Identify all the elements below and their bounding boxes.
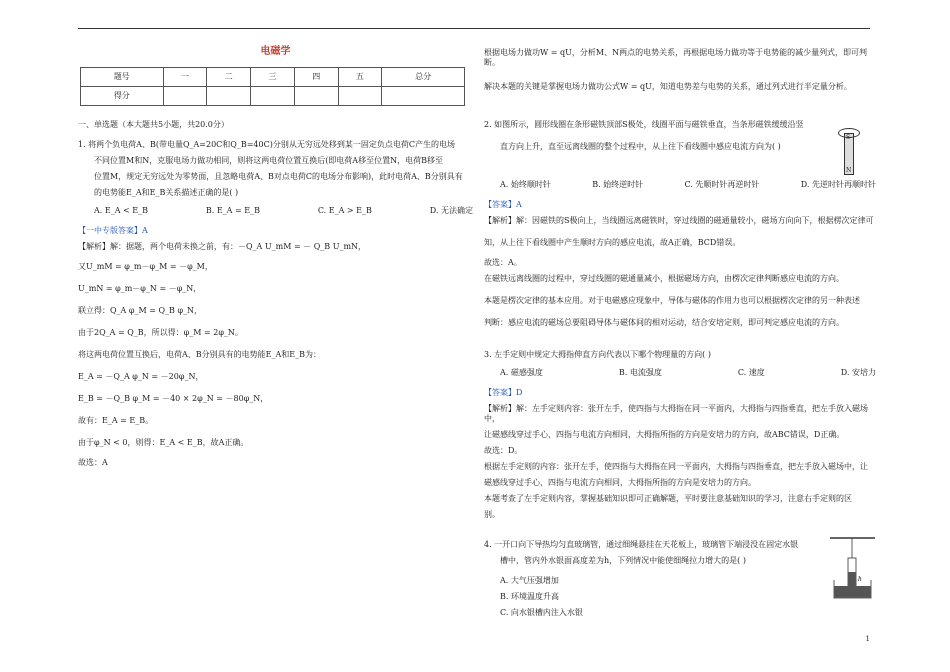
q1-step-3: 联立得：Q_A φ_M = Q_B φ_N， <box>78 305 203 315</box>
q3-explain-6: 本题考查了左手定则内容，掌握基础知识即可正确解题，平时要注意基础知识的学习，注意右手定则的区 <box>484 494 852 503</box>
q1-option-b: B. E_A = E_B <box>205 205 260 215</box>
q3-option-c: C. 速度 <box>737 368 765 377</box>
mercury-tube-figure <box>830 536 875 600</box>
score-header-cell: 一 <box>163 67 207 86</box>
q1-option-c: C. E_A > E_B <box>317 205 372 215</box>
q1-key-note: 解决本题的关键是掌握电场力做功公式W = qU，知道电势差与电势的关系，通过列式进行半定量分析。 <box>484 82 852 91</box>
q1-answer: 【一中专版答案】A <box>78 225 148 235</box>
score-cell <box>382 86 465 105</box>
left-column <box>78 36 473 474</box>
score-header-cell: 题号 <box>81 67 164 86</box>
section-heading: 一、单选题（本大题共5小题，共20.0分） <box>78 119 229 129</box>
score-header-cell: 三 <box>251 67 295 86</box>
score-table-score-row <box>81 86 465 105</box>
top-rule <box>78 28 870 29</box>
q2-option-b: B. 始终逆时针 <box>592 180 644 189</box>
q1-step-9: 由于φ_N < 0，则得：E_A < E_B，故A正确。 <box>78 437 249 447</box>
q3-line: 3. 左手定则中规定大拇指伸直方向代表以下哪个物理量的方向( ) <box>484 350 711 359</box>
q3-explain-7: 别。 <box>484 510 500 519</box>
q4-option-a: A. 大气压强增加 <box>500 576 559 585</box>
score-row-label: 得分 <box>81 86 164 105</box>
score-cell <box>338 86 382 105</box>
q2-line-2: 直方向上升，直至远离线圈的整个过程中，从上往下看线圈中感应电流方向为( ) <box>500 142 781 151</box>
trough-mercury <box>835 586 871 598</box>
height-h-label: h <box>858 576 862 583</box>
q4-option-b: B. 环境温度升高 <box>500 592 559 601</box>
page-number: 1 <box>865 635 870 644</box>
q2-explain-5: 本题是楞次定律的基本应用。对于电磁感应现象中，导体与磁体的作用力也可以根据楞次定律的另一种表述 <box>484 296 860 305</box>
q1-analysis: 【解析】解：据题，两个电荷未换之前，有：－Q_A U_mM = － Q_B U_mN， <box>78 241 367 251</box>
q1-choice: 故选：A <box>78 457 108 467</box>
q3-option-b: B. 电流强度 <box>618 368 662 377</box>
q1-line-2: 不同位置M和N，克服电场力做功相同，则将这两电荷位置互换后(即电荷A移至位置N，电荷B移至 <box>94 155 443 165</box>
score-table <box>80 67 465 106</box>
q1-step-1: 又U_mM = φ_m－φ_M = －φ_M， <box>78 261 213 271</box>
q1-option-a: A. E_A < E_B <box>94 205 148 215</box>
q1-line-3: 位置M，规定无穷远处为零势面，且忽略电荷A、B对点电荷C的电场分布影响)，此时电荷A、B分别具有 <box>94 171 463 181</box>
magnet-n-label: N <box>846 166 852 174</box>
q1-step-6: E_A = －Q_A φ_N = －20φ_N， <box>78 371 204 381</box>
q2-options <box>484 180 876 190</box>
q2-line-1: 2. 如图所示，圆形线圈在条形磁铁顶部S极处，线圈平面与磁铁垂直，当条形磁铁缓缓沿竖 <box>484 120 804 129</box>
q2-option-a: A. 始终顺时针 <box>500 180 551 189</box>
score-cell <box>294 86 338 105</box>
q3-option-d: D. 安培力 <box>840 368 876 377</box>
q1-options <box>78 206 473 216</box>
q2-explain-1: 【解析】解：因磁铁的S极向上，当线圈远离磁铁时，穿过线圈的磁通量较小，磁场方向向下，根据楞次定律可 <box>484 216 874 225</box>
score-header-cell: 二 <box>207 67 251 86</box>
score-cell <box>207 86 251 105</box>
q2-answer: 【答案】A <box>484 200 522 209</box>
q1-method-note: 根据电场力做功W = qU，分析M、N两点的电势关系，再根据电场力做功等于电势能的减少量列式，即可判断。 <box>484 48 868 67</box>
magnet-s-label: S <box>846 134 851 141</box>
q2-explain-6: 判断：感应电流的磁场总要阻碍导体与磁体间的相对运动，结合安培定则，即可判定感应电流的方向。 <box>484 318 844 327</box>
q3-explain-5: 磁感线穿过手心，四指与电流方向相同，大拇指所指的方向是安培力的方向。 <box>484 478 756 487</box>
q3-explain-1: 【解析】解：左手定则内容：张开左手，使四指与大拇指在同一平面内，大拇指与四指垂直，把左手放入磁场中， <box>484 404 868 423</box>
coil-ring-figure <box>838 128 860 138</box>
q1-step-5: 将这两电荷位置互换后，电荷A、B分别具有的电势能E_A和E_B为： <box>78 349 321 359</box>
q3-explain-4: 根据左手定则的内容：张开左手，使四指与大拇指在同一平面内，大拇指与四指垂直，把左手放入磁场中，让 <box>484 462 868 471</box>
q1-step-2: U_mN = φ_m－φ_N = －φ_N， <box>78 283 202 293</box>
score-cell <box>163 86 207 105</box>
doc-title: 电磁学 <box>260 46 291 57</box>
q3-option-a: A. 磁感强度 <box>500 368 543 377</box>
q2-explain-2: 知，从上往下看线圈中产生顺时方向的感应电流，故A正确，BCD错误。 <box>484 238 741 247</box>
q3-options <box>484 368 876 378</box>
q4-line-2: 槽中，管内外水银面高度差为h，下列情况中能使细绳拉力增大的是( ) <box>500 556 746 565</box>
q3-explain-3: 故选：D。 <box>484 446 523 455</box>
q1-option-d: D. 无法确定 <box>429 205 473 215</box>
q1-line-4: 的电势能E_A和E_B关系描述正确的是( ) <box>94 187 239 197</box>
q4-line-1: 4. 一开口向下导热均匀直玻璃管，通过细绳悬挂在天花板上，玻璃管下端浸没在固定水银 <box>484 540 799 549</box>
q2-option-c: C. 先顺时针再逆时针 <box>684 180 760 189</box>
score-header-cell: 总分 <box>382 67 465 86</box>
q1-line-1: 1. 将两个负电荷A、B(带电量Q_A=20C和Q_B=40C)分别从无穷远处移到某一固定负点电荷C产生的电场 <box>78 139 455 149</box>
q2-explain-3: 故选：A。 <box>484 258 522 267</box>
q4-option-c: C. 向水银槽内注入水银 <box>500 608 583 617</box>
q2-explain-4: 在磁铁远离线圈的过程中，穿过线圈的磁通量减小，根据磁场方向，由楞次定律判断感应电流的方向。 <box>484 274 844 283</box>
score-table-header-row <box>81 67 465 86</box>
q3-answer: 【答案】D <box>484 388 523 397</box>
q1-step-8: 故有：E_A = E_B。 <box>78 415 154 425</box>
score-cell <box>251 86 295 105</box>
q2-option-d: D. 先逆时针再顺时针 <box>800 180 876 189</box>
q1-step-7: E_B = －Q_B φ_M = －40 × 2φ_N = －80φ_N， <box>78 393 269 403</box>
score-header-cell: 五 <box>338 67 382 86</box>
bar-magnet-figure <box>844 133 854 175</box>
score-header-cell: 四 <box>294 67 338 86</box>
q1-step-4: 由于2Q_A = Q_B，所以得：φ_M = 2φ_N。 <box>78 327 243 337</box>
q3-explain-2: 让磁感线穿过手心，四指与电流方向相同，大拇指所指的方向是安培力的方向，故ABC错误，D正确。 <box>484 430 845 439</box>
right-column <box>484 36 876 624</box>
